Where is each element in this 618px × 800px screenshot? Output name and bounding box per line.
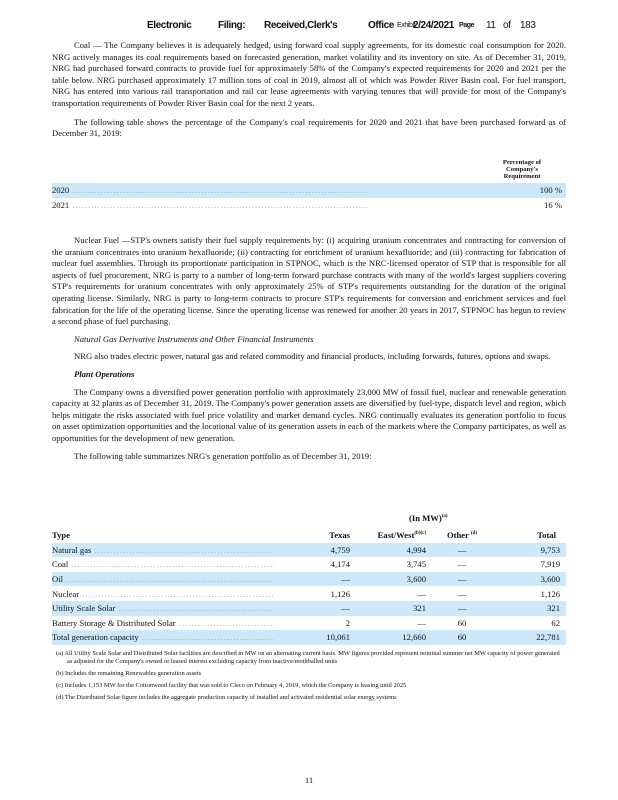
table-row (52, 183, 566, 198)
type-cell: Utility Scale Solar (52, 603, 116, 614)
other-value: — (457, 559, 467, 570)
header-filing: Filing: (218, 20, 246, 31)
eastwest-value: 4,994 (354, 543, 430, 558)
texas-value: 4,759 (274, 543, 354, 558)
other-value: — (430, 601, 494, 616)
header-exhibit: Exhibit (397, 22, 416, 29)
total-value: 321 (494, 601, 566, 616)
texas-value: 2 (345, 617, 350, 628)
other-value: 60 (430, 630, 494, 645)
coal-table (52, 159, 566, 212)
coal-table-intro: The following table shows the percentage of the Company's coal requirements for 2020 and 2021 that have been purchased forward as of December 31, 2019: (52, 116, 566, 139)
total-value: 1,126 (540, 588, 560, 599)
coal-paragraph: Coal — The Company believes it is adequately hedged, using forward coal supply agreements, for its domestic coal consumption for 2020. NRG actively manages its coal requirements based on forecasted generation, market volatility and its inventory on site. As of December 31, 2019, NRG had purchased forward contracts to provide fuel for approximately 58% of the Company's expected requirements for 2020 and 2021 per the table below. NRG purchased approximately 17 million tons of coal in 2019, almost all of which was Powder River Basin coal. For fuel transport, NRG has entered into various rail transportation and rail car lease agreements with varying tenures that will provide for most of the Company's transportation requirements of Powder River Basin coal for the next 2 years. (52, 40, 566, 108)
table-row (52, 616, 566, 631)
footnote-d: (d) The Distributed Solar figure includes the aggregate production capacity of installed and activated residential solar energy systems (56, 694, 397, 701)
footnotes (56, 650, 566, 706)
percentage-value: 100 % (392, 183, 566, 198)
plant-operations-paragraph: The Company owns a diversified power generation portfolio with approximately 23,000 MW of fossil fuel, nuclear and renewable generation capacity at 32 plants as of December 31, 2019. The Company's power generation assets are diversified by fuel-type, dispatch level and region, which helps mitigate the risks associated with fuel price volatility and market demand cycles. NRG continually evaluates its generation portfolio to focus on asset optimization opportunities and the locational value of its generation assets in each of the markets where the Company participates, as well as opportunities for the development of new generation. (52, 386, 566, 443)
eastwest-value: 12,660 (354, 630, 430, 645)
table-row (52, 630, 566, 645)
generation-table (52, 513, 566, 653)
header-page-label: Page (459, 22, 475, 29)
total-value: 3,600 (494, 572, 566, 587)
texas-value: — (274, 601, 354, 616)
col-total: Total (537, 530, 556, 541)
table-row (52, 586, 566, 601)
unit-label: (In MW)$^{(a)}$ (409, 513, 448, 523)
col-other: Other $^{(d)}$ (446, 530, 478, 541)
table-row (52, 601, 566, 616)
table-row (52, 198, 566, 213)
table-row (52, 543, 566, 558)
type-cell: Nuclear (52, 588, 80, 599)
header-electronic: Electronic (147, 20, 192, 31)
total-value: 9,753 (494, 543, 566, 558)
texas-value: 1,126 (330, 588, 350, 599)
page-number: 11 (304, 775, 314, 785)
other-value: 60 (457, 617, 467, 628)
table-header-row (52, 528, 566, 543)
natgas-paragraph: NRG also trades electric power, natural gas and related commodity and financial products, including forwards, futures, options and swaps. (74, 351, 551, 362)
coal-table-header: Percentage of Company's Requirement (502, 159, 542, 180)
eastwest-value: — (417, 617, 426, 628)
other-value: — (430, 543, 494, 558)
natgas-heading: Natural Gas Derivative Instruments and Other Financial Instruments (74, 333, 314, 344)
header-date: 2/24/2021 (413, 20, 454, 31)
header-page: 11 (486, 20, 496, 31)
total-value: 62 (551, 617, 560, 628)
header-office: Office (368, 20, 394, 31)
gen-table-intro: The following table summarizes NRG's generation portfolio as of December 31, 2019: (74, 450, 372, 461)
eastwest-value: 321 (354, 601, 430, 616)
footnote-a: (a) All Utility Scale Solar and Distributed Solar facilities are described in MW on an alternating current basis. MW figures provided represent nominal summer net MW capacity of power generated as adjusted for the Company's owned or leased interest excluding capacity from inactive/mothballed units (56, 650, 560, 665)
footnote-b: (b) Includes the remaining Renewables generation assets (56, 670, 202, 677)
total-value: 22,781 (494, 630, 566, 645)
plant-operations-heading: Plant Operations (74, 368, 135, 379)
other-value: — (457, 588, 467, 599)
filing-header (0, 20, 618, 34)
coal-section (52, 40, 566, 140)
col-texas: Texas (329, 530, 350, 541)
eastwest-value: 3,745 (406, 559, 426, 570)
table-row (52, 557, 566, 572)
footnote-c: (c) Includes 1,153 MW for the Cottonwood facility that was sold to Cleco on February 4, 2019, which the Company is leasing until 2025 (56, 682, 407, 689)
texas-value: — (274, 572, 354, 587)
total-value: 7,919 (540, 559, 560, 570)
type-cell: Oil (52, 574, 63, 585)
percentage-value: 16 % (544, 199, 562, 210)
texas-value: 4,174 (330, 559, 350, 570)
eastwest-value: 3,600 (354, 572, 430, 587)
texas-value: 10,061 (274, 630, 354, 645)
header-received: Received,Clerk's (264, 20, 338, 31)
year-label: 2021 (52, 199, 70, 210)
col-type: Type (52, 530, 70, 541)
table-row (52, 572, 566, 587)
year-label: 2020 (52, 185, 70, 196)
type-cell: Battery Storage & Distributed Solar (52, 617, 176, 628)
header-of: of (503, 20, 511, 31)
nuclear-section (52, 235, 566, 462)
other-value: — (430, 572, 494, 587)
nuclear-paragraph: Nuclear Fuel —STP's owners satisfy their fuel supply requirements by: (i) acquiring uranium concentrates and contracting for conversion of the uranium concentrates into uranium hexafluoride; (ii) contracting for enrichment of uranium hexafluoride; and (iii) contracting for fabrication of nuclear fuel assemblies. Through its proportionate participation in STPNOC, which is the NRC-licensed operator of STP that is responsible for all aspects of fuel procurement, NRG is party to a number of long-term forward purchase contracts with many of the world's largest suppliers covering STP's requirements for uranium concentrates with only approximately 25% of STP's requirements outstanding for the duration of the original operating license. Similarly, NRG is party to long-term contracts to procure STP's requirements for conversion and enrichment services and fuel fabrication for the life of the operating license. Since the operating license was renewed for another 20 years in 2017, STPNOC has begun to review a second phase of fuel purchasing. (52, 235, 566, 327)
type-cell: Total generation capacity (52, 632, 139, 643)
type-cell: Coal (52, 559, 69, 570)
type-cell: Natural gas (52, 544, 92, 555)
header-total: 183 (520, 20, 536, 31)
col-eastwest: East/West$^{(b)(c)}$ (377, 530, 426, 541)
eastwest-value: — (417, 588, 426, 599)
